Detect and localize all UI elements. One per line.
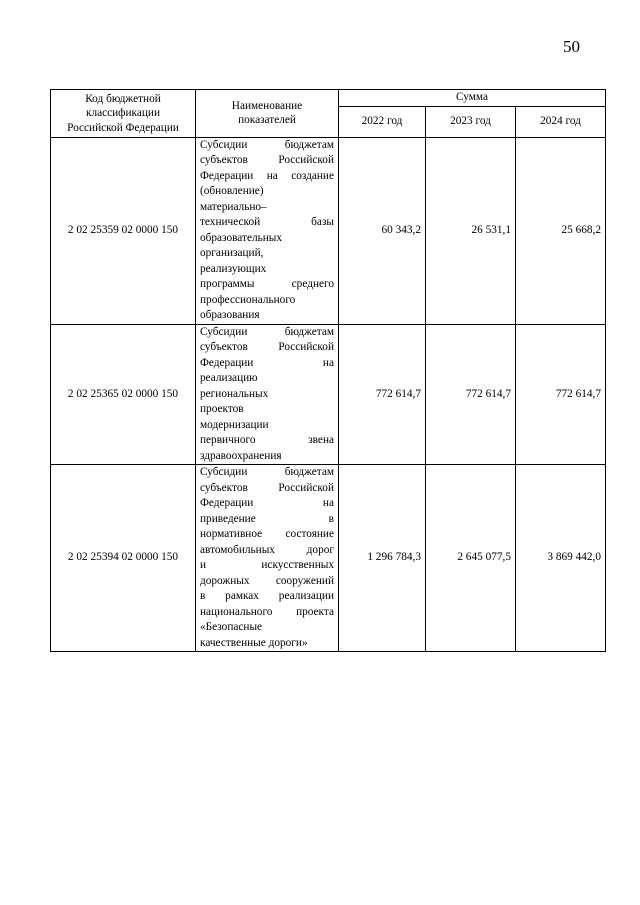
indicator-name-line: нормативное состояние (200, 528, 334, 540)
header-year-2023: 2023 год (426, 106, 516, 137)
indicator-name-line: проектов (200, 403, 244, 415)
indicator-name-line: субъектов Российской (200, 481, 334, 494)
indicator-name-line: Федерации на создание (200, 169, 334, 182)
header-year-2024: 2024 год (516, 106, 606, 137)
indicator-name-line: в рамках реализации (200, 590, 334, 602)
indicator-name-line: Федерации на (200, 497, 334, 509)
sum-value-2024: 25 668,2 (516, 137, 606, 324)
indicator-name-line: программы среднего (200, 278, 334, 290)
indicator-name-line: технической базы (200, 216, 334, 228)
indicator-name-line: (обновление) (200, 185, 264, 197)
indicator-name-line: дорожных сооружений (200, 574, 334, 587)
table-row (51, 137, 606, 324)
indicator-name-line: приведение в (200, 512, 334, 525)
indicator-name-line: первичного звена (200, 434, 334, 446)
header-year-2022: 2022 год (339, 106, 426, 137)
budget-code-cell: 2 02 25365 02 0000 150 (51, 324, 196, 465)
sum-value-2023: 772 614,7 (426, 324, 516, 465)
indicator-name-line: национального проекта (200, 605, 334, 618)
header-sum: Сумма (339, 90, 606, 107)
sum-value-2022: 60 343,2 (339, 137, 426, 324)
indicator-name-line: организаций, (200, 247, 264, 259)
header-name-line: Наименование (231, 99, 303, 112)
sum-value-2022: 1 296 784,3 (339, 465, 426, 652)
indicator-name-cell (196, 137, 339, 324)
header-name-line: показателей (238, 114, 296, 127)
indicator-name-line: модернизации (200, 418, 269, 431)
table-row (51, 324, 606, 465)
table-row (51, 465, 606, 652)
indicator-name-line: образования (200, 309, 260, 321)
page-number: 50 (563, 37, 580, 56)
budget-code-cell: 2 02 25359 02 0000 150 (51, 137, 196, 324)
sum-value-2024: 772 614,7 (516, 324, 606, 465)
sum-value-2022: 772 614,7 (339, 324, 426, 465)
indicator-name-cell (196, 465, 339, 652)
sum-value-2023: 26 531,1 (426, 137, 516, 324)
header-code-line: Российской Федерации (67, 121, 179, 134)
indicator-name-line: реализующих (200, 262, 267, 275)
indicator-name-line: качественные дороги» (200, 636, 308, 649)
indicator-name-line: «Безопасные (200, 621, 263, 633)
indicator-name-line: Федерации на (200, 356, 334, 369)
sum-value-2023: 2 645 077,5 (426, 465, 516, 652)
indicator-name-line: образовательных (200, 231, 283, 244)
sum-value-2024: 3 869 442,0 (516, 465, 606, 652)
indicator-name-line: профессионального (200, 293, 296, 306)
indicator-name-line: региональных (200, 387, 269, 400)
indicator-name-line: реализацию (200, 372, 258, 384)
indicator-name-line: материально– (200, 200, 267, 213)
indicator-name-line: Субсидии бюджетам (200, 138, 334, 151)
indicator-name-line: Субсидии бюджетам (200, 466, 334, 478)
indicator-name-line: здравоохранения (200, 449, 282, 462)
header-code (51, 90, 196, 138)
indicator-name-line: автомобильных дорог (200, 543, 334, 556)
budget-table (50, 89, 606, 652)
indicator-name-line: субъектов Российской (200, 341, 334, 353)
header-name (196, 90, 339, 138)
header-code-line: классификации (85, 107, 161, 119)
indicator-name-line: субъектов Российской (200, 154, 334, 166)
indicator-name-line: Субсидии бюджетам (200, 325, 334, 338)
header-code-line: Код бюджетной (85, 92, 161, 105)
indicator-name-line: и искусственных (200, 559, 334, 571)
budget-code-cell: 2 02 25394 02 0000 150 (51, 465, 196, 652)
indicator-name-cell (196, 324, 339, 465)
